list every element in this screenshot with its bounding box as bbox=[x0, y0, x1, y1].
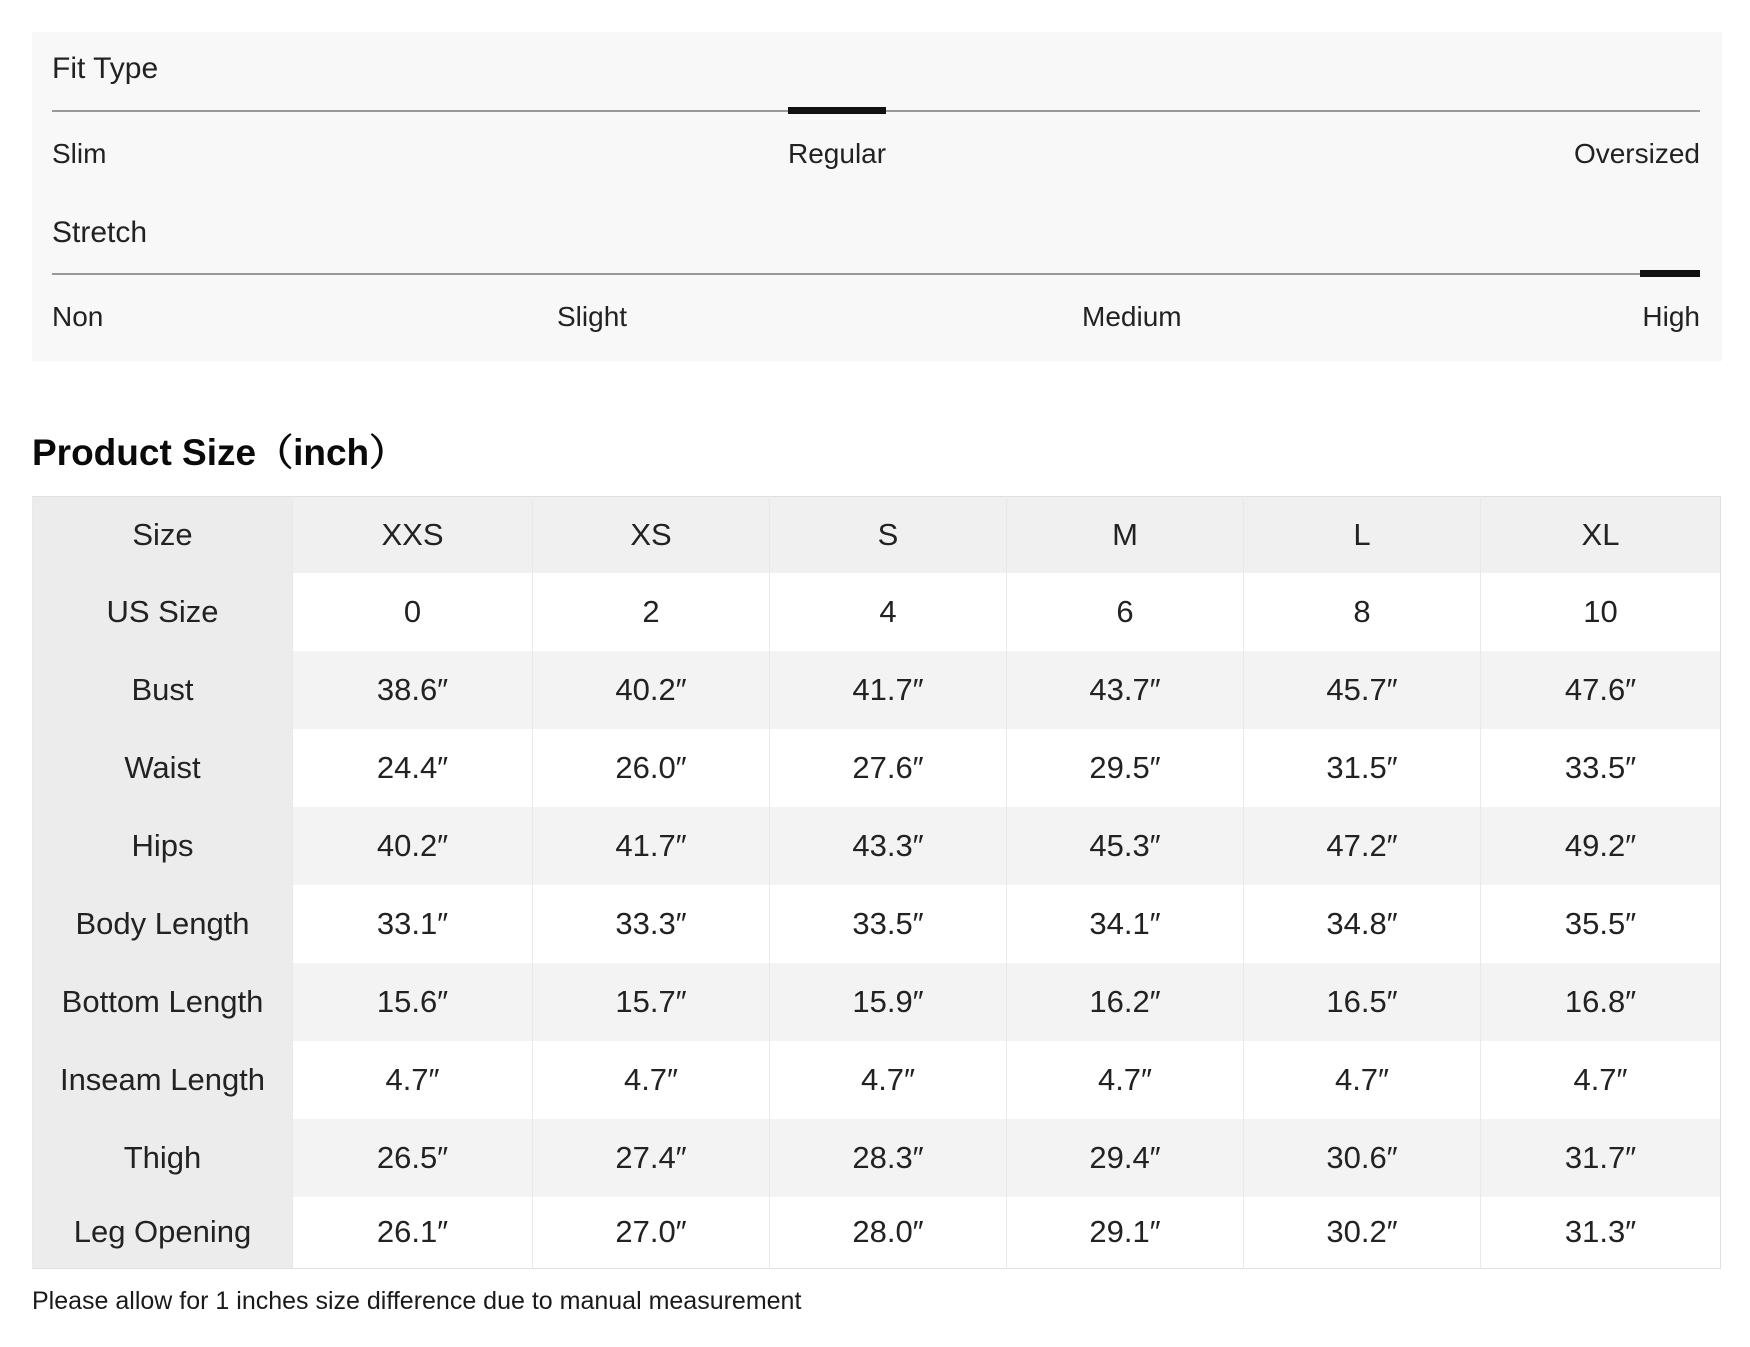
fit-type-label-slim: Slim bbox=[52, 138, 107, 169]
table-cell: 16.8″ bbox=[1481, 963, 1721, 1041]
table-cell: 6 bbox=[1007, 573, 1244, 651]
column-header: XL bbox=[1481, 497, 1721, 573]
table-cell: 29.5″ bbox=[1007, 729, 1244, 807]
stretch-indicator bbox=[1640, 270, 1700, 277]
row-label: Body Length bbox=[33, 885, 293, 963]
table-cell: 45.3″ bbox=[1007, 807, 1244, 885]
table-cell: 26.0″ bbox=[533, 729, 770, 807]
row-label: Leg Opening bbox=[33, 1197, 293, 1269]
size-table bbox=[32, 496, 1721, 1269]
column-header: Size bbox=[33, 497, 293, 573]
table-cell: 49.2″ bbox=[1481, 807, 1721, 885]
table-row bbox=[33, 1119, 1721, 1197]
fit-type-label-regular: Regular bbox=[788, 138, 887, 169]
fit-type-label-oversized: Oversized bbox=[1573, 138, 1700, 169]
table-cell: 47.6″ bbox=[1481, 651, 1721, 729]
stretch-title: Stretch bbox=[52, 216, 148, 249]
table-cell: 33.3″ bbox=[533, 885, 770, 963]
table-cell: 43.3″ bbox=[770, 807, 1007, 885]
table-cell: 34.8″ bbox=[1244, 885, 1481, 963]
stretch-label-medium: Medium bbox=[1082, 301, 1182, 332]
row-label: Bottom Length bbox=[33, 963, 293, 1041]
row-label: Bust bbox=[33, 651, 293, 729]
table-cell: 0 bbox=[293, 573, 533, 651]
table-cell: 31.7″ bbox=[1481, 1119, 1721, 1197]
table-cell: 4.7″ bbox=[1481, 1041, 1721, 1119]
table-row bbox=[33, 963, 1721, 1041]
stretch-label-slight: Slight bbox=[557, 301, 628, 332]
measurement-note: Please allow for 1 inches size difference due to manual measurement bbox=[32, 1287, 802, 1315]
table-cell: 4.7″ bbox=[293, 1041, 533, 1119]
table-cell: 47.2″ bbox=[1244, 807, 1481, 885]
table-cell: 15.6″ bbox=[293, 963, 533, 1041]
table-cell: 33.1″ bbox=[293, 885, 533, 963]
table-cell: 24.4″ bbox=[293, 729, 533, 807]
table-cell: 41.7″ bbox=[770, 651, 1007, 729]
table-cell: 2 bbox=[533, 573, 770, 651]
column-header: XXS bbox=[293, 497, 533, 573]
stretch-label-non: Non bbox=[52, 301, 104, 332]
table-cell: 10 bbox=[1481, 573, 1721, 651]
table-cell: 30.2″ bbox=[1244, 1197, 1481, 1269]
table-cell: 4.7″ bbox=[1007, 1041, 1244, 1119]
table-row bbox=[33, 1041, 1721, 1119]
table-cell: 4 bbox=[770, 573, 1007, 651]
table-cell: 16.2″ bbox=[1007, 963, 1244, 1041]
table-cell: 29.1″ bbox=[1007, 1197, 1244, 1269]
table-cell: 40.2″ bbox=[533, 651, 770, 729]
table-header-row bbox=[33, 497, 1721, 573]
row-label: Inseam Length bbox=[33, 1041, 293, 1119]
table-cell: 27.4″ bbox=[533, 1119, 770, 1197]
table-cell: 27.6″ bbox=[770, 729, 1007, 807]
row-label: US Size bbox=[33, 573, 293, 651]
table-cell: 4.7″ bbox=[770, 1041, 1007, 1119]
table-cell: 28.3″ bbox=[770, 1119, 1007, 1197]
table-cell: 31.3″ bbox=[1481, 1197, 1721, 1269]
stretch-track bbox=[52, 273, 1700, 275]
table-cell: 45.7″ bbox=[1244, 651, 1481, 729]
table-cell: 30.6″ bbox=[1244, 1119, 1481, 1197]
table-row bbox=[33, 885, 1721, 963]
table-row bbox=[33, 573, 1721, 651]
column-header: XS bbox=[533, 497, 770, 573]
row-label: Waist bbox=[33, 729, 293, 807]
table-cell: 15.7″ bbox=[533, 963, 770, 1041]
table-row bbox=[33, 729, 1721, 807]
table-cell: 26.1″ bbox=[293, 1197, 533, 1269]
row-label: Hips bbox=[33, 807, 293, 885]
fit-type-indicator bbox=[788, 107, 886, 114]
table-row bbox=[33, 1197, 1721, 1269]
table-cell: 16.5″ bbox=[1244, 963, 1481, 1041]
table-row bbox=[33, 651, 1721, 729]
table-cell: 33.5″ bbox=[770, 885, 1007, 963]
table-cell: 8 bbox=[1244, 573, 1481, 651]
table-cell: 33.5″ bbox=[1481, 729, 1721, 807]
table-cell: 4.7″ bbox=[1244, 1041, 1481, 1119]
table-cell: 28.0″ bbox=[770, 1197, 1007, 1269]
column-header: M bbox=[1007, 497, 1244, 573]
table-cell: 4.7″ bbox=[533, 1041, 770, 1119]
table-cell: 35.5″ bbox=[1481, 885, 1721, 963]
table-cell: 40.2″ bbox=[293, 807, 533, 885]
stretch-label-high: High bbox=[1642, 301, 1700, 332]
fit-panel bbox=[32, 32, 1722, 361]
table-cell: 27.0″ bbox=[533, 1197, 770, 1269]
fit-type-title: Fit Type bbox=[52, 52, 159, 85]
table-cell: 15.9″ bbox=[770, 963, 1007, 1041]
table-cell: 34.1″ bbox=[1007, 885, 1244, 963]
product-size-heading: Product Size（inch） bbox=[32, 432, 407, 473]
column-header: S bbox=[770, 497, 1007, 573]
table-row bbox=[33, 807, 1721, 885]
table-cell: 31.5″ bbox=[1244, 729, 1481, 807]
row-label: Thigh bbox=[33, 1119, 293, 1197]
column-header: L bbox=[1244, 497, 1481, 573]
table-cell: 29.4″ bbox=[1007, 1119, 1244, 1197]
table-cell: 43.7″ bbox=[1007, 651, 1244, 729]
table-cell: 26.5″ bbox=[293, 1119, 533, 1197]
table-cell: 41.7″ bbox=[533, 807, 770, 885]
table-cell: 38.6″ bbox=[293, 651, 533, 729]
